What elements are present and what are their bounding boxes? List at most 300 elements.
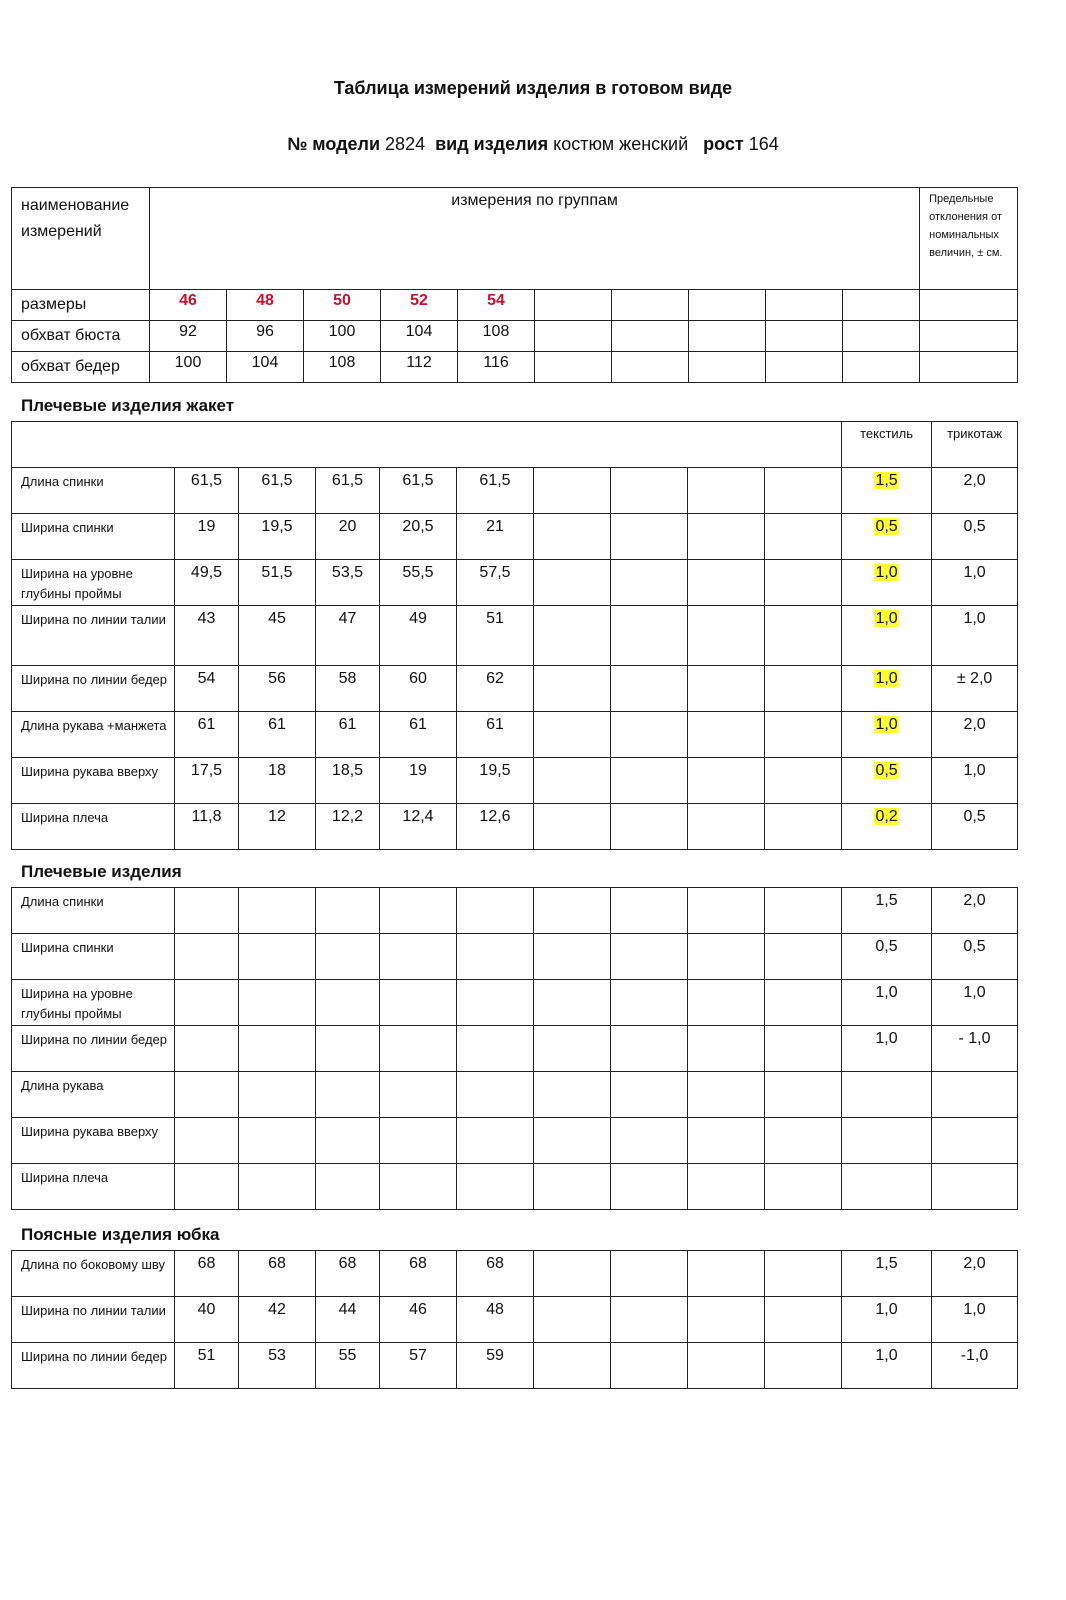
height-label: рост — [703, 134, 744, 154]
row-label: Ширина по линии бедер — [12, 1343, 175, 1389]
value-cell: 59 — [457, 1343, 534, 1389]
empty-cell — [688, 1297, 765, 1343]
empty-cell — [239, 934, 316, 980]
value-cell: 112 — [381, 352, 458, 383]
value-cell: 11,8 — [175, 804, 239, 850]
knit-cell: - 1,0 — [932, 1026, 1018, 1072]
empty-cell — [534, 980, 611, 1026]
value-cell: 108 — [304, 352, 381, 383]
knit-cell: 2,0 — [932, 888, 1018, 934]
value-cell: 53,5 — [316, 560, 380, 606]
empty-cell — [535, 352, 612, 383]
knit-cell: 2,0 — [932, 1251, 1018, 1297]
empty-cell — [611, 514, 688, 560]
empty-cell — [765, 712, 842, 758]
knit-cell — [932, 1072, 1018, 1118]
value-cell: 45 — [239, 606, 316, 666]
sizes-label: размеры — [12, 290, 150, 321]
model-value: 2824 — [385, 134, 426, 154]
empty-cell — [380, 934, 457, 980]
row-label: Ширина по линии бедер — [12, 666, 175, 712]
row-label: Длина по боковому шву — [12, 1251, 175, 1297]
textile-value: 1,0 — [875, 984, 898, 1001]
table-row — [12, 888, 1018, 934]
knit-cell — [932, 1164, 1018, 1210]
empty-cell — [239, 1072, 316, 1118]
empty-cell — [380, 1118, 457, 1164]
value-cell: 51,5 — [239, 560, 316, 606]
row-label: обхват бюста — [12, 321, 150, 352]
empty-cell — [534, 514, 611, 560]
empty-cell — [457, 934, 534, 980]
knit-cell: 0,5 — [932, 934, 1018, 980]
value-cell: 42 — [239, 1297, 316, 1343]
value-cell: 49,5 — [175, 560, 239, 606]
empty-cell — [611, 980, 688, 1026]
empty-cell — [765, 934, 842, 980]
value-cell: 48 — [457, 1297, 534, 1343]
value-cell: 44 — [316, 1297, 380, 1343]
row-label: Ширина плеча — [12, 804, 175, 850]
textile-value: 1,0 — [875, 564, 898, 581]
knit-cell: 2,0 — [932, 468, 1018, 514]
textile-cell — [842, 712, 932, 758]
empty-cell — [765, 1118, 842, 1164]
textile-value: 0,5 — [875, 518, 898, 535]
section-shoulder-title: Плечевые изделия — [21, 862, 182, 881]
empty-cell — [766, 321, 843, 352]
textile-value: 1,5 — [875, 892, 898, 909]
table-row — [12, 980, 1018, 1026]
table-row — [12, 1343, 1018, 1389]
empty-cell — [175, 1026, 239, 1072]
row-label: Ширина спинки — [12, 934, 175, 980]
size-cell: 48 — [227, 290, 304, 321]
empty-cell — [766, 352, 843, 383]
textile-cell — [842, 888, 932, 934]
textile-cell — [842, 1072, 932, 1118]
empty-cell — [688, 934, 765, 980]
table-row — [12, 514, 1018, 560]
empty-cell — [765, 1251, 842, 1297]
empty-cell — [380, 980, 457, 1026]
shoulder-table — [11, 887, 1018, 1210]
textile-cell — [842, 1164, 932, 1210]
knit-cell: -1,0 — [932, 1343, 1018, 1389]
table-row — [12, 560, 1018, 606]
textile-cell — [842, 1343, 932, 1389]
empty-cell — [316, 934, 380, 980]
empty-cell — [765, 804, 842, 850]
empty-cell — [316, 888, 380, 934]
empty-cell — [611, 606, 688, 666]
textile-value: 1,5 — [875, 472, 898, 489]
table-row — [12, 352, 1018, 383]
empty-cell — [611, 934, 688, 980]
knit-cell: 1,0 — [932, 606, 1018, 666]
textile-value: 1,0 — [875, 1347, 898, 1364]
value-cell: 116 — [458, 352, 535, 383]
row-label: Длина спинки — [12, 468, 175, 514]
col-textile: текстиль — [842, 422, 932, 468]
empty-cell — [611, 666, 688, 712]
value-cell: 68 — [316, 1251, 380, 1297]
value-cell: 40 — [175, 1297, 239, 1343]
empty-cell — [316, 1118, 380, 1164]
empty-cell — [688, 1026, 765, 1072]
textile-value: 0,2 — [875, 808, 898, 825]
value-cell: 61 — [457, 712, 534, 758]
textile-cell — [842, 1297, 932, 1343]
empty-cell — [689, 321, 766, 352]
empty-cell — [688, 1343, 765, 1389]
value-cell: 21 — [457, 514, 534, 560]
value-cell: 51 — [175, 1343, 239, 1389]
empty-cell — [611, 1072, 688, 1118]
empty-cell — [688, 1072, 765, 1118]
value-cell: 12,6 — [457, 804, 534, 850]
textile-value: 1,0 — [875, 610, 898, 627]
empty-cell — [843, 352, 920, 383]
empty-cell — [688, 980, 765, 1026]
empty-cell — [239, 1164, 316, 1210]
value-cell: 61,5 — [316, 468, 380, 514]
value-cell: 92 — [150, 321, 227, 352]
empty-cell — [611, 1026, 688, 1072]
value-cell: 18,5 — [316, 758, 380, 804]
empty-cell — [765, 1343, 842, 1389]
row-label: Ширина по линии талии — [12, 1297, 175, 1343]
knit-cell: 2,0 — [932, 712, 1018, 758]
textile-value: 1,5 — [875, 1255, 898, 1272]
empty-cell — [457, 888, 534, 934]
empty-cell — [535, 321, 612, 352]
model-label: № модели — [287, 134, 381, 154]
knit-cell — [932, 1118, 1018, 1164]
type-value: костюм женский — [553, 134, 689, 154]
value-cell: 20,5 — [380, 514, 457, 560]
value-cell: 61 — [380, 712, 457, 758]
empty-cell — [765, 758, 842, 804]
textile-cell — [842, 468, 932, 514]
size-cell: 54 — [458, 290, 535, 321]
empty-cell — [688, 666, 765, 712]
empty-cell — [611, 1297, 688, 1343]
empty-cell — [689, 352, 766, 383]
value-cell: 57,5 — [457, 560, 534, 606]
row-label: Длина спинки — [12, 888, 175, 934]
value-cell: 56 — [239, 666, 316, 712]
empty-cell — [380, 888, 457, 934]
sizes-row — [12, 290, 1018, 321]
textile-value: 1,0 — [875, 716, 898, 733]
page-title: Таблица измерений изделия в готовом виде — [333, 78, 733, 98]
value-cell: 61,5 — [239, 468, 316, 514]
size-cell: 52 — [381, 290, 458, 321]
empty-cell — [534, 712, 611, 758]
empty-cell — [457, 1164, 534, 1210]
empty-cell — [457, 1072, 534, 1118]
table-row — [12, 804, 1018, 850]
empty-cell — [316, 1164, 380, 1210]
row-label: Ширина на уровне глубины проймы — [12, 980, 175, 1026]
textile-cell — [842, 758, 932, 804]
textile-cell — [842, 1251, 932, 1297]
empty-cell — [380, 1072, 457, 1118]
empty-cell — [611, 804, 688, 850]
empty-cell — [689, 290, 766, 321]
value-cell: 58 — [316, 666, 380, 712]
deviation-header: Предельные отклонения от номинальных величин, ± см. — [920, 188, 1018, 290]
value-cell: 62 — [457, 666, 534, 712]
row-label: обхват бедер — [12, 352, 150, 383]
textile-cell — [842, 666, 932, 712]
empty-cell — [611, 1118, 688, 1164]
value-cell: 61,5 — [457, 468, 534, 514]
value-cell: 60 — [380, 666, 457, 712]
value-cell: 18 — [239, 758, 316, 804]
value-cell: 100 — [304, 321, 381, 352]
jacket-header-blank — [12, 422, 842, 468]
value-cell: 68 — [457, 1251, 534, 1297]
empty-cell — [611, 888, 688, 934]
textile-cell — [842, 1118, 932, 1164]
empty-cell — [457, 980, 534, 1026]
empty-cell — [611, 1164, 688, 1210]
knit-cell: 0,5 — [932, 804, 1018, 850]
empty-cell — [765, 606, 842, 666]
table-row — [12, 1118, 1018, 1164]
empty-cell — [316, 1026, 380, 1072]
empty-cell — [534, 666, 611, 712]
empty-cell — [765, 1026, 842, 1072]
row-label: Длина рукава — [12, 1072, 175, 1118]
empty-cell — [765, 666, 842, 712]
empty-cell — [380, 1164, 457, 1210]
empty-cell — [688, 606, 765, 666]
value-cell: 108 — [458, 321, 535, 352]
value-cell: 61 — [175, 712, 239, 758]
height-value: 164 — [748, 134, 779, 154]
empty-cell — [688, 1118, 765, 1164]
row-label: Ширина рукава вверху — [12, 758, 175, 804]
empty-cell — [175, 888, 239, 934]
empty-cell — [534, 560, 611, 606]
textile-cell — [842, 934, 932, 980]
table-row — [12, 758, 1018, 804]
value-cell: 55,5 — [380, 560, 457, 606]
table-row — [12, 934, 1018, 980]
model-info-line — [0, 134, 1066, 155]
empty-cell — [688, 560, 765, 606]
value-cell: 96 — [227, 321, 304, 352]
empty-cell — [534, 468, 611, 514]
value-cell: 17,5 — [175, 758, 239, 804]
empty-cell — [239, 980, 316, 1026]
empty-cell — [688, 1164, 765, 1210]
empty-cell — [611, 758, 688, 804]
empty-cell — [239, 1026, 316, 1072]
empty-cell — [920, 290, 1018, 321]
textile-value: 1,0 — [875, 1030, 898, 1047]
value-cell: 68 — [380, 1251, 457, 1297]
empty-cell — [843, 290, 920, 321]
table-row — [12, 1297, 1018, 1343]
empty-cell — [175, 934, 239, 980]
empty-cell — [175, 1072, 239, 1118]
value-cell: 49 — [380, 606, 457, 666]
value-cell: 54 — [175, 666, 239, 712]
textile-cell — [842, 560, 932, 606]
size-cell: 50 — [304, 290, 381, 321]
textile-cell — [842, 1026, 932, 1072]
textile-cell — [842, 804, 932, 850]
empty-cell — [611, 1343, 688, 1389]
empty-cell — [534, 1251, 611, 1297]
empty-cell — [688, 1251, 765, 1297]
empty-cell — [612, 290, 689, 321]
table-row — [12, 321, 1018, 352]
value-cell: 19 — [380, 758, 457, 804]
value-cell: 12,2 — [316, 804, 380, 850]
empty-cell — [688, 758, 765, 804]
empty-cell — [316, 980, 380, 1026]
name-header: наименование измерений — [12, 188, 150, 290]
row-label: Ширина рукава вверху — [12, 1118, 175, 1164]
size-cell: 46 — [150, 290, 227, 321]
empty-cell — [534, 758, 611, 804]
textile-cell — [842, 514, 932, 560]
empty-cell — [534, 606, 611, 666]
empty-cell — [688, 888, 765, 934]
empty-cell — [765, 1164, 842, 1210]
empty-cell — [765, 514, 842, 560]
knit-cell: 0,5 — [932, 514, 1018, 560]
value-cell: 12,4 — [380, 804, 457, 850]
skirt-table — [11, 1250, 1018, 1389]
groups-header: измерения по группам — [150, 188, 920, 290]
empty-cell — [765, 1297, 842, 1343]
value-cell: 57 — [380, 1343, 457, 1389]
table-row — [12, 1164, 1018, 1210]
empty-cell — [612, 352, 689, 383]
type-label: вид изделия — [435, 134, 549, 154]
empty-cell — [920, 352, 1018, 383]
value-cell: 104 — [227, 352, 304, 383]
empty-cell — [239, 888, 316, 934]
empty-cell — [535, 290, 612, 321]
empty-cell — [534, 1343, 611, 1389]
header-table — [11, 187, 1018, 383]
table-row — [12, 1072, 1018, 1118]
empty-cell — [534, 888, 611, 934]
empty-cell — [534, 1297, 611, 1343]
empty-cell — [765, 560, 842, 606]
row-label: Ширина спинки — [12, 514, 175, 560]
value-cell: 19,5 — [239, 514, 316, 560]
value-cell: 53 — [239, 1343, 316, 1389]
empty-cell — [175, 980, 239, 1026]
empty-cell — [920, 321, 1018, 352]
textile-cell — [842, 980, 932, 1026]
value-cell: 61 — [316, 712, 380, 758]
empty-cell — [534, 1118, 611, 1164]
value-cell: 55 — [316, 1343, 380, 1389]
row-label: Ширина по линии талии — [12, 606, 175, 666]
section-jacket-title: Плечевые изделия жакет — [21, 396, 235, 415]
value-cell: 68 — [239, 1251, 316, 1297]
empty-cell — [611, 1251, 688, 1297]
empty-cell — [457, 1026, 534, 1072]
empty-cell — [688, 712, 765, 758]
empty-cell — [534, 804, 611, 850]
empty-cell — [175, 1118, 239, 1164]
empty-cell — [534, 1026, 611, 1072]
table-row — [12, 468, 1018, 514]
value-cell: 47 — [316, 606, 380, 666]
value-cell: 68 — [175, 1251, 239, 1297]
empty-cell — [765, 888, 842, 934]
knit-cell: 1,0 — [932, 1297, 1018, 1343]
empty-cell — [239, 1118, 316, 1164]
empty-cell — [688, 514, 765, 560]
empty-cell — [611, 560, 688, 606]
table-row — [12, 666, 1018, 712]
row-label: Ширина по линии бедер — [12, 1026, 175, 1072]
empty-cell — [611, 712, 688, 758]
textile-value: 0,5 — [875, 938, 898, 955]
textile-cell — [842, 606, 932, 666]
table-row — [12, 1026, 1018, 1072]
row-label: Ширина плеча — [12, 1164, 175, 1210]
value-cell: 61,5 — [380, 468, 457, 514]
col-knit: трикотаж — [932, 422, 1018, 468]
value-cell: 20 — [316, 514, 380, 560]
empty-cell — [765, 980, 842, 1026]
knit-cell: 1,0 — [932, 980, 1018, 1026]
value-cell: 19 — [175, 514, 239, 560]
empty-cell — [534, 1164, 611, 1210]
empty-cell — [316, 1072, 380, 1118]
empty-cell — [765, 468, 842, 514]
value-cell: 61 — [239, 712, 316, 758]
empty-cell — [457, 1118, 534, 1164]
knit-cell: 1,0 — [932, 560, 1018, 606]
empty-cell — [766, 290, 843, 321]
textile-value: 0,5 — [875, 762, 898, 779]
empty-cell — [688, 468, 765, 514]
table-row — [12, 606, 1018, 666]
value-cell: 61,5 — [175, 468, 239, 514]
knit-cell: 1,0 — [932, 758, 1018, 804]
value-cell: 104 — [381, 321, 458, 352]
empty-cell — [612, 321, 689, 352]
value-cell: 43 — [175, 606, 239, 666]
empty-cell — [534, 934, 611, 980]
empty-cell — [765, 1072, 842, 1118]
jacket-table — [11, 421, 1018, 850]
empty-cell — [843, 321, 920, 352]
empty-cell — [534, 1072, 611, 1118]
empty-cell — [611, 468, 688, 514]
value-cell: 100 — [150, 352, 227, 383]
value-cell: 51 — [457, 606, 534, 666]
knit-cell: ± 2,0 — [932, 666, 1018, 712]
section-skirt-title: Поясные изделия юбка — [21, 1225, 220, 1244]
textile-value: 1,0 — [875, 670, 898, 687]
value-cell: 19,5 — [457, 758, 534, 804]
value-cell: 46 — [380, 1297, 457, 1343]
